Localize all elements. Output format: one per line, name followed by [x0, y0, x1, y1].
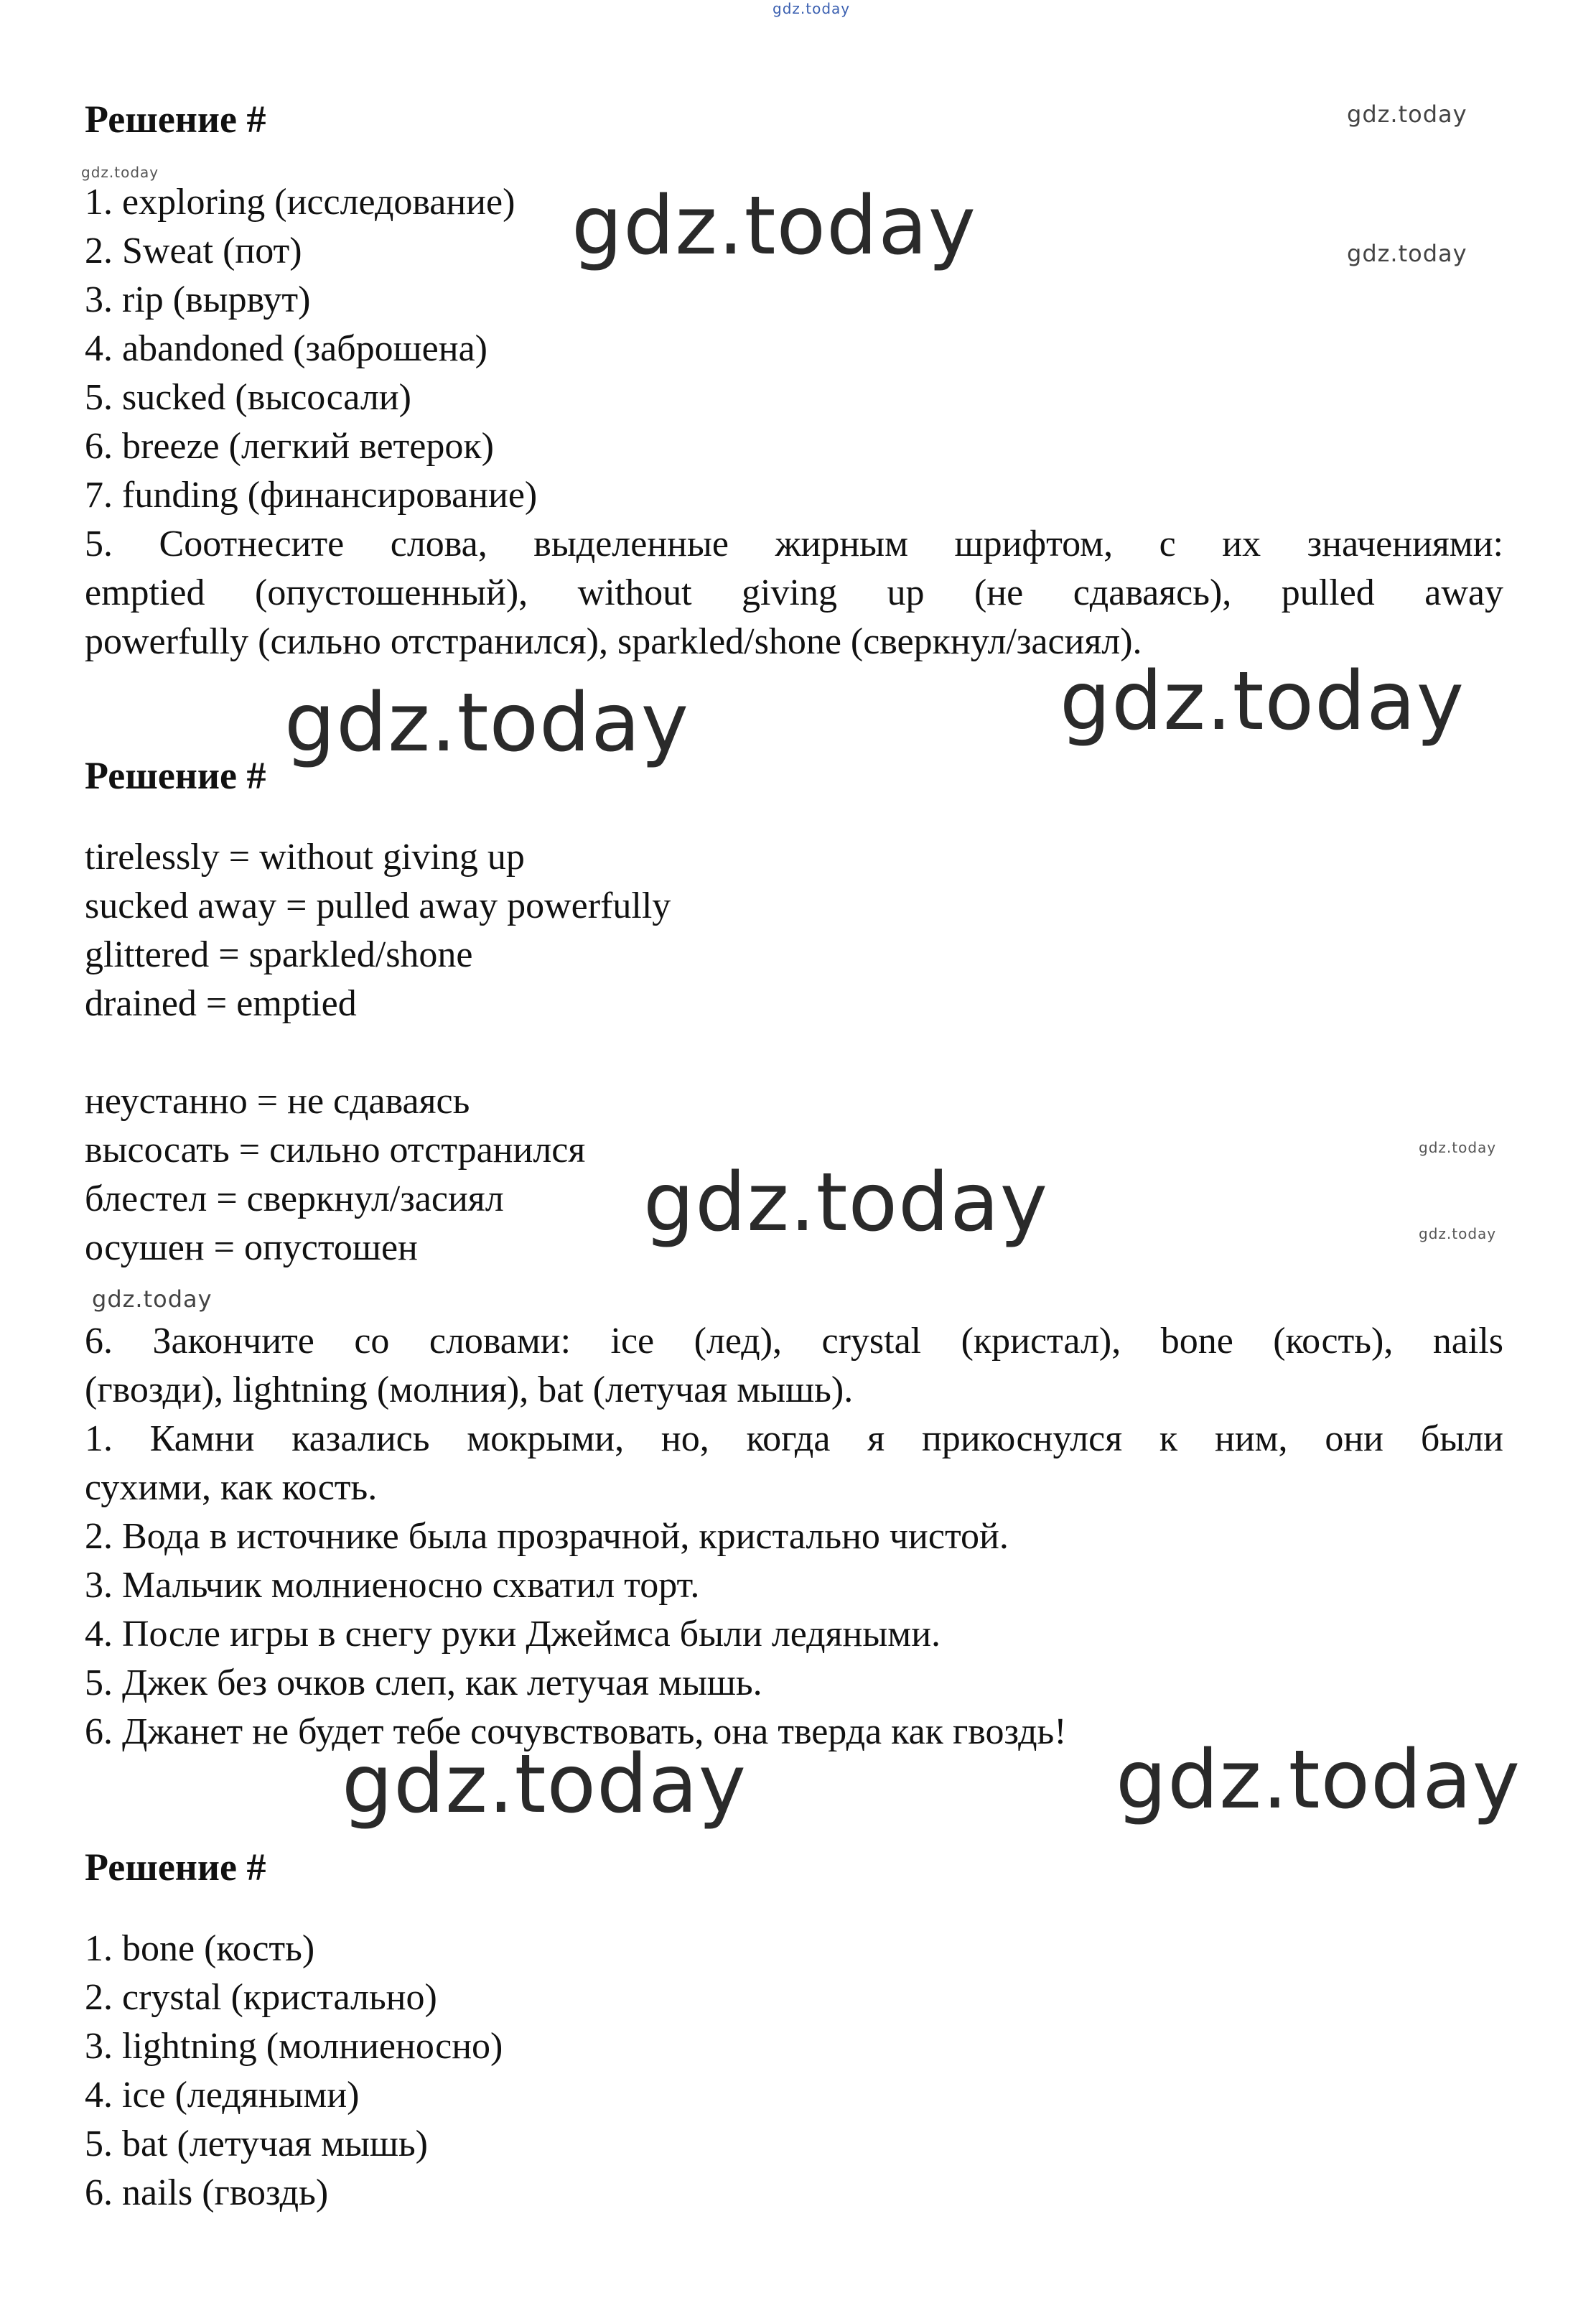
- watermark-tiny: gdz.today: [81, 164, 159, 181]
- watermark-big: gdz.today: [1116, 1734, 1521, 1827]
- solution-heading: Решение #: [85, 98, 266, 141]
- word-match: блестел = сверкнул/засиял: [85, 1178, 504, 1219]
- task-5-line: 5. Соотнесите слова, выделенные жирным шрифтом, с их значениями:: [85, 524, 1503, 564]
- watermark-small: gdz.today: [1347, 240, 1467, 267]
- solution-heading: Решение #: [85, 754, 266, 797]
- list-item: 6. nails (гвоздь): [85, 2172, 329, 2213]
- task-6-sentence: 6. Джанет не будет тебе сочувствовать, она тверда как гвоздь!: [85, 1711, 1067, 1752]
- list-item: 3. rip (вырвут): [85, 279, 311, 320]
- watermark-top: gdz.today: [773, 0, 851, 17]
- word-match: tirelessly = without giving up: [85, 837, 525, 878]
- task-5-line: emptied (опустошенный), without giving up (не сдаваясь), pulled away: [85, 572, 1503, 613]
- word-match: неустанно = не сдаваясь: [85, 1081, 470, 1122]
- watermark-big: gdz.today: [1060, 655, 1465, 748]
- watermark-big: gdz.today: [342, 1738, 747, 1831]
- list-item: 5. sucked (высосали): [85, 377, 411, 418]
- word-match: sucked away = pulled away powerfully: [85, 885, 671, 926]
- section-2: [85, 751, 1503, 800]
- task-6-sentence: 5. Джек без очков слеп, как летучая мышь.: [85, 1662, 762, 1703]
- watermark-small: gdz.today: [92, 1285, 213, 1313]
- watermark-small: gdz.today: [1347, 101, 1467, 128]
- word-match: glittered = sparkled/shone: [85, 934, 473, 975]
- section-1-list: [85, 178, 1503, 666]
- task-6: [85, 1317, 1503, 1757]
- watermark-big: gdz.today: [571, 180, 977, 273]
- section-2-english: [85, 833, 1503, 1028]
- watermark-big: gdz.today: [284, 676, 690, 770]
- watermark-big: gdz.today: [643, 1156, 1049, 1250]
- list-item: 3. lightning (молниеносно): [85, 2026, 503, 2067]
- task-6-sentence: 2. Вода в источнике была прозрачной, кристально чистой.: [85, 1516, 1009, 1557]
- task-6-sentence: 1. Камни казались мокрыми, но, когда я прикоснулся к ним, они были: [85, 1418, 1503, 1459]
- list-item: 1. bone (кость): [85, 1928, 315, 1969]
- word-match: drained = emptied: [85, 983, 357, 1024]
- section-3-list: [85, 1925, 1503, 2218]
- list-item: 4. ice (ледяными): [85, 2075, 360, 2116]
- task-6-sentence: 4. После игры в снегу руки Джеймса были ледяными.: [85, 1614, 941, 1655]
- word-match: высосать = сильно отстранился: [85, 1130, 586, 1171]
- task-6-sentence: сухими, как кость.: [85, 1467, 378, 1508]
- list-item: 6. breeze (легкий ветерок): [85, 426, 494, 467]
- task-6-line: (гвозди), lightning (молния), bat (летучая мышь).: [85, 1369, 854, 1410]
- watermark-tiny: gdz.today: [1419, 1225, 1497, 1242]
- section-3: [85, 1843, 1503, 1892]
- watermark-tiny: gdz.today: [1419, 1139, 1497, 1156]
- list-item: 4. abandoned (заброшена): [85, 328, 487, 369]
- task-5-line: powerfully (сильно отстранился), sparkled/shone (сверкнул/засиял).: [85, 621, 1142, 662]
- list-item: 5. bat (летучая мышь): [85, 2123, 428, 2164]
- list-item: 2. crystal (кристально): [85, 1977, 437, 2018]
- list-item: 2. Sweat (пот): [85, 231, 302, 271]
- word-match: осушен = опустошен: [85, 1227, 418, 1268]
- task-6-line: 6. Закончите со словами: ice (лед), crystal (кристал), bone (кость), nails: [85, 1321, 1504, 1362]
- list-item: 1. exploring (исследование): [85, 182, 515, 223]
- solution-heading: Решение #: [85, 1846, 266, 1889]
- section-1: [85, 95, 1503, 144]
- section-2-russian: [85, 1077, 1503, 1273]
- list-item: 7. funding (финансирование): [85, 475, 538, 516]
- task-6-sentence: 3. Мальчик молниеносно схватил торт.: [85, 1565, 700, 1606]
